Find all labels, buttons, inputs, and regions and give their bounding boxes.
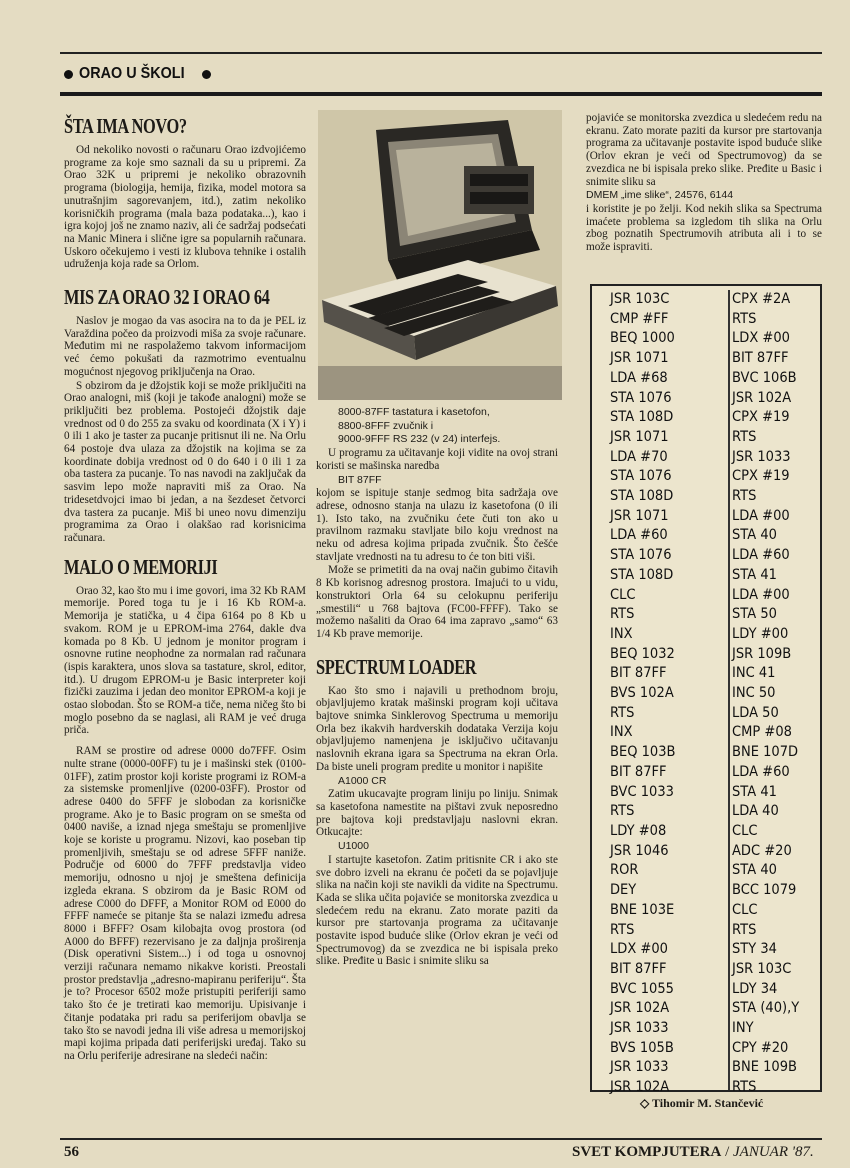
code-line: DMEM „ime slike“, 24576, 6144: [586, 189, 734, 202]
paragraph: Može se primetiti da na ovaj način gubimo čitavih 8 Kb korisnog adresnog prostora. Imajući to u vidu, konstruktori Orla 64 su celokupnu periferiju „smestili“ u 768 bajtova (FC00-FFFF). Tako se možemo našaliti da Orao 64 ima zapravo „samo“ 63 1/4 Kb prave memorije.: [316, 564, 558, 640]
page-number: 56: [64, 1144, 79, 1160]
listing-line: CLC: [732, 822, 758, 839]
memory-map-line: 8800-8FFF zvučnik i: [338, 419, 434, 432]
listing-line: BIT 87FF: [610, 665, 667, 682]
listing-line: STA (40),Y: [732, 1000, 800, 1017]
bullet-icon: [202, 70, 211, 79]
listing-line: STA 41: [732, 566, 777, 583]
listing-line: CPX #19: [732, 409, 790, 426]
paragraph: Od nekoliko novosti o računaru Orao izdvojićemo programe za koje smo saznali da su u pripremi. Za Orao 32K u pripremi je nekoliko obrazovnih programa (biologija, hemija, fizika, model motora sa unutrašnjim sagorevanjem, itd.), zatim nekoliko korisničkih programa (mala baza podataka...), kao i igra kojoj još ne znamo naziv, ali će sadržaj podsećati na Manic Minera i slične igre sa popularnih računara. Uskoro očekujemo i vesti iz klubova tehnike i ostalih udruženja koja rade sa Orlom.: [64, 144, 306, 271]
paragraph: RAM se prostire od adrese 0000 do7FFF. Osim nulte strane (0000-00FF) tu je i mašinski stek (0100-01FF), zatim prostor koji koriste programi iz ROM-a za sistemske promenljive (0200-03FF). Prostor od adrese 0400 do 5FFF je slobodan za korisničke programe. Ako je to Basic program on se smešta od 0400 naviše, a iznad njega smeštaju se promenljive koje se koriste u programu. Nizovi, kao poseban tip promenljivih, smeštaju se od adrese 5FFF naniže. Područje od 6000 do 7FFF predstavlja video memoriju, odnosno u njoj je smeštena definicija izgleda ekrana. S obzirom da je Basic ROM od adrese C000 do DFFF, a Monitor ROM od E000 do FFFF nameće se pitanje šta se nalazi između adresa 8000 i BFFF? Osam kilobajta ovog prostora (od A000 do BFFF) rezervisano je za daljnja proširenja (Disk operativni Sistem...) i od toga u osnovnoj verziji računara nemamo nikakve koristi. Preostali prostor predstavlja „adresno-mapiranu periferiju“. Šta je to? Procesor 6502 može pristupiti periferiji samo tako što će je tretirati kao memoriju. Upisivanje i čitanje podataka pri radu sa periferijom obavlja se tako što se navodi jedna ili više adresa u memorijskoj mapi kojima pripada dati periferijski uređaj. Tako su na Orlu periferije adresirane na sledeći način:: [64, 745, 306, 1062]
listing-line: BVS 105B: [610, 1039, 674, 1056]
issue-date: JANUAR '87.: [733, 1144, 814, 1160]
paragraph: i koristite je po želji. Kod nekih slika sa Spectruma imaćete problema sa izgledom tih slika na Orlu zbog poznatih Spectrumovih atributa ali i to se može ispraviti.: [586, 202, 822, 254]
listing-line: JSR 1071: [610, 428, 669, 445]
listing-line: LDA #60: [610, 527, 668, 544]
listing-line: LDY #08: [610, 822, 667, 839]
listing-line: RTS: [610, 803, 635, 820]
paragraph: I startujte kasetofon. Zatim pritisnite CR i ako ste sve dobro izveli na ekranu će početi da se pojavljuje slika na način koji ste navikli da vidite na Spectrumu. Kada se slika učita pojaviće se monitorska zvezdica u sledećem redu na ekranu. Zato morate paziti da kursor pre startovanja programa za učitavanje postavite ispod buduće slike (Orlov ekran je veći od Spectrumovog) da se zvezdica ne bi ispisala preko slike. Pređite u Basic i snimite sliku sa: [316, 853, 558, 968]
header-rule: [60, 92, 822, 96]
top-rule: [60, 52, 822, 54]
author-signature: ◇ Tihomir M. Stančević: [640, 1096, 764, 1110]
listing-line: JSR 102A: [610, 1000, 670, 1017]
listing-line: BEQ 1032: [610, 645, 675, 662]
listing-line: LDA #00: [732, 586, 790, 603]
listing-line: CPX #2A: [732, 291, 791, 307]
listing-line: LDA #00: [732, 507, 790, 524]
listing-line: JSR 102A: [732, 389, 792, 406]
column-2: [316, 406, 558, 968]
listing-line: BIT 87FF: [610, 960, 667, 977]
listing-line: INC 41: [732, 665, 776, 682]
listing-line: BVC 1033: [610, 783, 674, 800]
article-title: MALO O MEMORIJI: [64, 554, 218, 579]
listing-line: STA 41: [732, 783, 777, 800]
bullet-icon: [64, 70, 73, 79]
paragraph: U programu za učitavanje koji vidite na ovoj strani koristi se mašinska naredba: [316, 447, 558, 472]
column-1: [64, 108, 306, 1062]
listing-line: BIT 87FF: [732, 350, 789, 367]
footer-separator: /: [721, 1144, 733, 1160]
memory-map-line: 8000-87FF tastatura i kasetofon,: [338, 406, 490, 418]
listing-right-column: [732, 290, 807, 1098]
listing-line: LDA #60: [732, 763, 790, 780]
paragraph: Zatim ukucavajte program liniju po liniju. Snimak sa kasetofona namestite na pištavi zvuk neposredno pre bajtova koji predstavljaju naslovni ekran. Otkucajte:: [316, 788, 558, 839]
listing-line: BEQ 1000: [610, 330, 675, 347]
listing-line: RTS: [732, 428, 757, 445]
listing-line: CMP #FF: [610, 310, 669, 327]
listing-line: STA 40: [732, 527, 777, 544]
listing-line: INX: [610, 625, 633, 642]
paragraph: Naslov je mogao da vas asocira na to da je PEL iz Varaždina počeo da proizvodi miša za svoje računare. Međutim mi ne raspolažemo takvom informacijom već ćemo pokušati da razmotrimo eventualnu mogućnost njegovog priključenja na Orao.: [64, 315, 306, 378]
listing-line: LDA 40: [732, 803, 779, 820]
listing-line: BNE 109B: [732, 1059, 797, 1076]
listing-line: JSR 103C: [732, 960, 792, 977]
listing-line: JSR 109B: [732, 645, 792, 662]
listing-line: BIT 87FF: [610, 763, 667, 780]
code-listing: [590, 284, 822, 1096]
computer-illustration: [318, 110, 562, 400]
code-line: U1000: [338, 840, 369, 853]
column-3: [586, 112, 822, 255]
listing-line: STA 108D: [610, 488, 674, 505]
listing-line: BEQ 103B: [610, 744, 676, 761]
listing-line: BVS 102A: [610, 685, 674, 702]
listing-line: RTS: [610, 921, 635, 938]
listing-divider: [728, 290, 730, 1090]
listing-line: BNE 103E: [610, 901, 675, 918]
listing-line: ROR: [610, 862, 639, 879]
listing-line: LDA 50: [732, 704, 779, 721]
listing-line: CPX #19: [732, 468, 790, 485]
listing-line: STA 108D: [610, 566, 674, 583]
listing-line: JSR 103C: [610, 291, 670, 307]
article-title: MIS ZA ORAO 32 I ORAO 64: [64, 285, 270, 310]
listing-line: LDY #00: [732, 625, 789, 642]
code-line: A1000 CR: [338, 774, 387, 787]
listing-line: JSR 102A: [610, 1079, 670, 1096]
listing-line: STY 34: [732, 941, 777, 958]
paragraph: S obzirom da je džojstik koji se može priključiti na Orao analogni, miš (koji je takođe analogni) može se priključiti bez problema. Postojeći džojstik daje vrednost od 0 do 255 za svaku od koordinata (X i Y) i 0 ili 1 ako je taster za pucanje pritisnut ili ne. Na Orlu 64 postoje dva ulaza za džojstik na kojima se za koordinate dobija vrednost od 0 do 640 i 0 ili 1 za oba tastera za pucanje. To nas navodi na zaključak da sasvim lepo može napraviti miš za Orao. Na tridesetdvojci imao bi jedan, a na šezdeset četvorci dva tastera za pucanje. Miš bi uneo novu dimenziju programima za Orao i olakšao rad korisnicima računara.: [64, 379, 306, 544]
listing-line: RTS: [732, 921, 757, 938]
computer-photo: [318, 110, 562, 400]
listing-line: BCC 1079: [732, 882, 797, 899]
memory-map-line: 9000-9FFF RS 232 (v 24) interfejs.: [338, 433, 501, 446]
listing-line: STA 1076: [610, 389, 672, 406]
listing-line: BVC 1055: [610, 980, 674, 997]
listing-line: JSR 1046: [610, 842, 669, 859]
listing-line: JSR 1033: [732, 448, 791, 465]
listing-line: LDA #70: [610, 448, 668, 465]
listing-line: INC 50: [732, 685, 776, 702]
listing-line: JSR 1033: [610, 1020, 669, 1037]
section-header: [64, 60, 211, 88]
listing-line: JSR 1071: [610, 350, 669, 367]
listing-line: STA 108D: [610, 409, 674, 426]
listing-line: RTS: [732, 310, 757, 327]
listing-line: BVC 106B: [732, 369, 797, 386]
listing-line: INX: [610, 724, 633, 741]
listing-line: CLC: [732, 901, 758, 918]
article-title: SPECTRUM LOADER: [316, 654, 477, 679]
listing-line: RTS: [732, 488, 757, 505]
paragraph: Kao što smo i najavili u prethodnom broju, objavljujemo kratak mašinski program koji učitava bajtove snimka Sinklerovog Spectruma u memoriju Orla bez ikakvih hardverskih dodataka Verzija koju objavljujemo namenjena je isključivo učitavanju naslovnih ekrana igara sa Spectruma na ekran Orla. Da biste uneli program predite u monitor i napišite: [316, 684, 558, 773]
paragraph: pojaviće se monitorska zvezdica u sledećem redu na ekranu. Zato morate paziti da kursor pre startovanja programa za učitavanje postavite ispod buduće slike (Orlov ekran je veći od Spectrumovog) da se zvezdica ne bi ispisala preko slike. Pređite u Basic i snimite sliku sa: [586, 112, 822, 188]
listing-line: CLC: [610, 586, 636, 603]
listing-line: LDA #68: [610, 369, 668, 386]
section-label: ORAO U ŠKOLI: [79, 65, 185, 82]
paragraph: kojom se ispituje stanje sedmog bita sadržaja ove adrese, odnosno stanja na ulazu iz kasetofona (0 ili 1). Isto tako, na zvučniku ćete čuti ton ako u pravilnom razmaku stavljate bilo koju vrednost na neku od adresa kojima pripada zvučnik. Što češće stavljate vrednosti na tu adresu to će ton biti viši.: [316, 487, 558, 563]
listing-line: DEY: [610, 882, 637, 899]
listing-line: INY: [732, 1020, 754, 1037]
listing-line: STA 1076: [610, 547, 672, 564]
listing-line: BNE 107D: [732, 744, 799, 761]
listing-line: STA 1076: [610, 468, 672, 485]
bottom-rule: [60, 1138, 822, 1140]
footer-credit: [572, 1144, 814, 1161]
listing-line: LDY 34: [732, 980, 778, 997]
listing-line: STA 50: [732, 606, 777, 623]
listing-left-column: [610, 290, 683, 1098]
listing-line: CPY #20: [732, 1039, 789, 1056]
code-line: BIT 87FF: [338, 473, 382, 486]
listing-line: LDA #60: [732, 547, 790, 564]
listing-line: RTS: [610, 704, 635, 721]
listing-line: LDX #00: [732, 330, 790, 347]
listing-line: RTS: [732, 1079, 757, 1096]
listing-line: STA 40: [732, 862, 777, 879]
paragraph: Orao 32, kao što mu i ime govori, ima 32 Kb RAM memorije. Pored toga tu je i 16 Kb ROM-a. Memorija je statička, u 4 čipa 6164 po 8 Kb u svakom. ROM je u EPROM-ima 2764, dakle dva komada po 8 Kb. U jednom je monitor program i osnovne rutine neophodne za normalan rad računara (ispis karaktera, unos slova sa tastature, skrol, editor, itd.). U drugom EPROM-u je Basic interpreter koji fizički zauzima i jedan deo monitor EPROM-a koji je ostao slobodan. Što se ROM-a tiče, nema ničeg što bi moglo posebno da se naglasi, ali RAM je već druga priča.: [64, 584, 306, 737]
listing-line: ADC #20: [732, 842, 792, 859]
listing-line: JSR 1033: [610, 1059, 669, 1076]
article-title: ŠTA IMA NOVO?: [64, 114, 187, 138]
listing-line: LDX #00: [610, 941, 668, 958]
listing-line: CMP #08: [732, 724, 792, 741]
listing-line: RTS: [610, 606, 635, 623]
listing-line: JSR 1071: [610, 507, 669, 524]
magazine-name: SVET KOMPJUTERA: [572, 1144, 722, 1160]
